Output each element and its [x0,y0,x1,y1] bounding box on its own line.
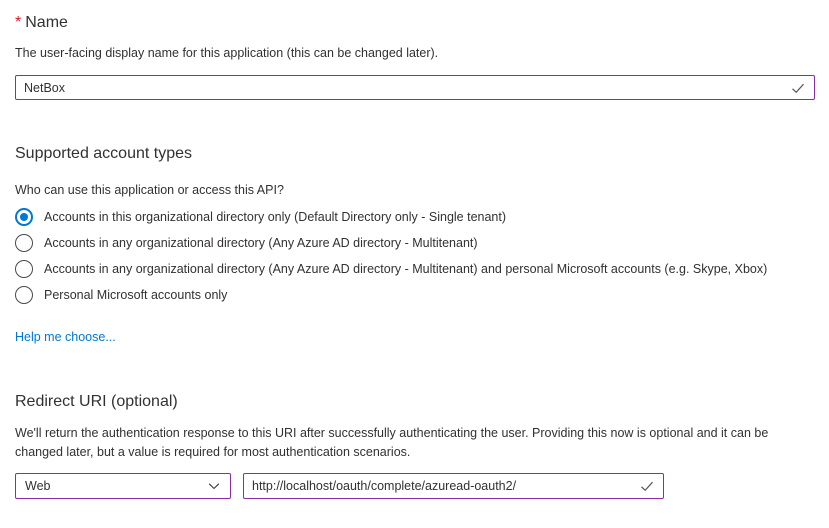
radio-unselected-icon[interactable] [15,260,33,278]
name-description: The user-facing display name for this application (this can be changed later). [15,46,439,60]
name-label: Name [25,14,68,31]
name-section-heading [15,12,815,33]
redirect-uri-description: We'll return the authentication response to this URI after successfully authenticating the user. Providing this now is optional and it can be changed later, but a value is required for most authentication scenarios. [15,426,769,459]
platform-select[interactable] [15,473,231,499]
app-registration-form [0,12,829,499]
radio-unselected-icon[interactable] [15,286,33,304]
radio-option-label[interactable]: Personal Microsoft accounts only [44,287,228,302]
account-types-question: Who can use this application or access this API? [15,183,284,197]
radio-option-multitenant[interactable] [15,230,815,256]
redirect-uri-controls [15,473,815,499]
radio-option-personal-only[interactable] [15,282,815,308]
name-input-container [15,75,815,100]
account-types-heading: Supported account types [15,145,193,162]
name-input[interactable] [16,76,814,99]
radio-option-single-tenant[interactable] [15,204,815,230]
radio-option-label[interactable]: Accounts in this organizational directory only (Default Directory only - Single tenant) [44,209,507,224]
redirect-uri-heading: Redirect URI (optional) [15,393,178,410]
redirect-uri-input-container [243,473,664,499]
platform-select-value: Web [25,479,51,493]
radio-option-label[interactable]: Accounts in any organizational directory (Any Azure AD directory - Multitenant) [44,235,478,250]
chevron-down-icon [207,479,221,493]
radio-selected-icon[interactable] [15,208,33,226]
radio-option-multitenant-personal[interactable] [15,256,815,282]
radio-option-label[interactable]: Accounts in any organizational directory (Any Azure AD directory - Multitenant) and personal Microsoft accounts (e.g. Skype, Xbox) [44,261,768,276]
redirect-uri-input[interactable] [244,474,663,498]
account-types-radio-group [15,204,815,308]
radio-unselected-icon[interactable] [15,234,33,252]
help-me-choose-link[interactable]: Help me choose... [15,330,116,344]
required-asterisk: * [15,14,22,31]
